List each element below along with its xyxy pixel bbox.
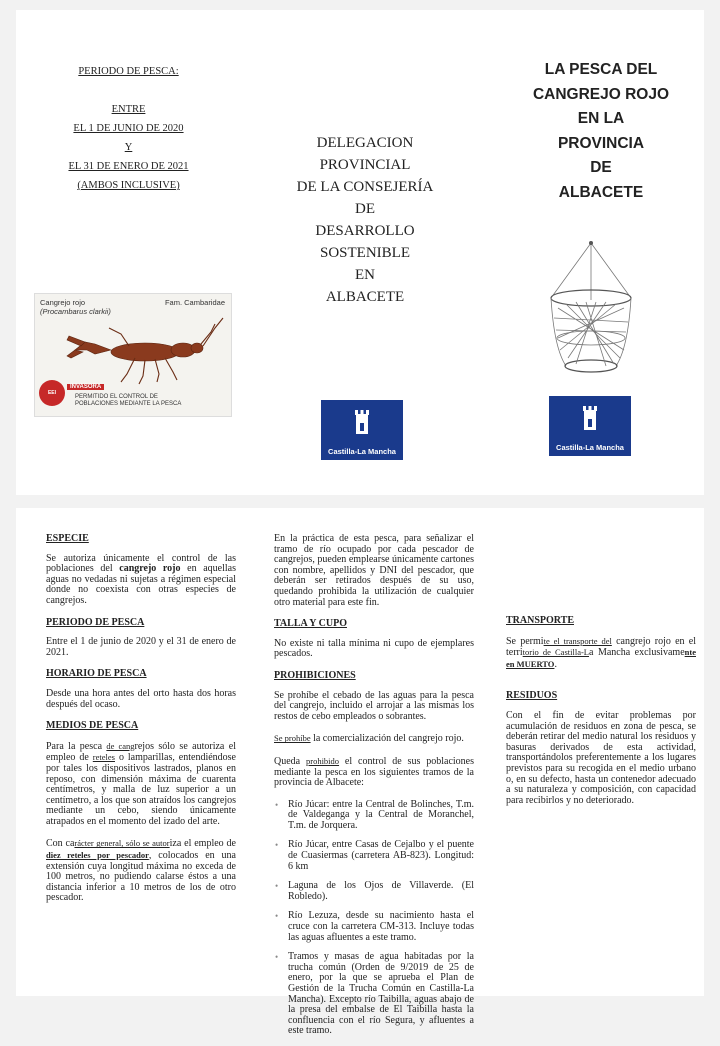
period-line-4: EL 31 DE ENERO DE 2021 — [68, 161, 189, 172]
crayfish-caption — [75, 394, 181, 408]
medios-heading: MEDIOS DE PESCA — [46, 720, 139, 732]
transporte-heading: TRANSPORTE — [506, 615, 574, 626]
title-line: EN LA — [577, 110, 625, 127]
especie-heading: ESPECIE — [46, 533, 89, 544]
medios-p1-overlay-2: reteles — [92, 752, 115, 763]
crayfish-family: Fam. Cambaridae — [164, 298, 225, 307]
info-column-3 — [506, 616, 696, 817]
list-item — [274, 881, 474, 902]
list-item — [274, 840, 474, 872]
delegation-line: PROVINCIAL — [319, 157, 411, 173]
list-item-text: Laguna de los Ojos de Villaverde. (El Robledo). — [288, 880, 474, 902]
cover-panel — [16, 10, 704, 495]
title-line: ALBACETE — [558, 183, 644, 201]
list-item-text: Río Lezuza, desde su nacimiento hasta el cruce con la carretera CM-313. Incluye todas las aguas afluentes a este tramo. — [288, 910, 474, 943]
title-line: DE — [590, 159, 612, 176]
info-panel — [16, 508, 704, 1037]
especie-highlight: cangrejo rojo — [119, 563, 181, 575]
list-item — [274, 911, 474, 943]
prohibiciones-p2-overlay: Se prohíbe — [274, 733, 311, 744]
crayfish-illustration — [65, 314, 225, 384]
crayfish-latin-name: (Procambarus clarkii) — [40, 307, 111, 316]
transporte-overlay-1: te el transporte del — [543, 635, 612, 646]
list-item — [274, 800, 474, 832]
prohibiciones-p2-text: la comercialización del cangrejo rojo. — [310, 733, 464, 745]
logo-label: Castilla-La Mancha — [328, 447, 396, 456]
periodo-text: Entre el 1 de junio de 2020 y el 31 de enero de 2021. — [46, 636, 236, 658]
residuos-text: Con el fin de evitar problemas por acumulación de residuos en zona de pesca, se deberán retirar del medio natural los residuos y basuras derivados de esta actividad, transportándolos preferentemente a los lugares previstos para su recogida en el medio urbano o, en su defecto, hasta un contenedor adecuado a su naturaleza y composición, con capacidad para recibirlos y no deteriorado. — [506, 709, 696, 806]
prohibited-stretches-list — [274, 800, 474, 1037]
crayfish-caption-line-2: POBLACIONES MEDIANTE LA PESCA — [75, 401, 182, 407]
medios-p2-overlay-2: diez reteles por pescador — [46, 850, 149, 861]
period-heading: PERIODO DE PESCA: — [78, 66, 179, 77]
transporte-c: a Mancha exclusivame — [589, 647, 685, 659]
period-line-3: Y — [124, 142, 133, 153]
especie-text-1: Se autoriza únicamente el control de las poblaciones del — [46, 552, 236, 575]
logo-label: Castilla-La Mancha — [556, 443, 624, 452]
info-column-2 — [274, 534, 474, 1046]
transporte-text — [506, 636, 696, 671]
especie-text-2: en aquellas aguas no vedadas ni sujetas a régimen especial donde no coexista con otras especies de cangrejos. — [46, 563, 237, 606]
bullet-icon: • — [275, 799, 279, 810]
transporte-a: Se permi — [506, 635, 544, 647]
delegation-line: DE LA CONSEJERÍA — [296, 179, 434, 195]
prohibiciones-paragraph-2 — [274, 733, 474, 745]
delegation-line: DE — [355, 201, 375, 217]
medios-p1-overlay-1: de cang — [106, 740, 135, 751]
transporte-overlay-2: torio de Castilla-L — [522, 647, 589, 658]
medios-p2-b: iza el empleo de — [169, 838, 236, 850]
bullet-icon: • — [275, 881, 279, 892]
medios-p2-overlay-1: rácter general, sólo se autor — [74, 838, 170, 849]
prohibiciones-heading: PROHIBICIONES — [274, 669, 356, 681]
crayfish-caption-line-1: PERMITIDO EL CONTROL DE — [75, 394, 158, 400]
castilla-la-mancha-logo — [549, 396, 631, 456]
prohibiciones-p3-a: Queda — [274, 755, 306, 767]
transporte-overlay-3: nte en MUERTO — [506, 647, 696, 669]
title-line: CANGREJO ROJO — [532, 85, 670, 103]
medios-p1-c: o lamparillas, entendiéndose por tales los dispositivos lastrados, planos en reposo, con dimensión máxima de cuarenta centímetros, y malla de luz superior a un centímetro, a los que son atraídos los cangrejos mediante un cebo, siendo únicamente atrapados en el momento del izado del arte. — [46, 752, 236, 827]
invasive-species-seal: EEI — [39, 380, 65, 406]
crayfish-trap-illustration — [536, 238, 646, 388]
prohibiciones-p3-b: el control de sus poblaciones mediante la pesca en los siguientes tramos de la provincia de Albacete: — [274, 755, 474, 789]
periodo-heading: PERIODO DE PESCA — [46, 616, 145, 628]
delegation-line: EN — [355, 267, 375, 283]
list-item-text: Tramos y masas de agua habitadas por la trucha común (Orden de 9/2019 de 25 de enero, por la que se aprueba el Plan de Gestión de la Trucha Común en Castilla-La Mancha). Excepto río Taibilla, aguas abajo de la presa del embalse de El Taibilla hasta la confluencia con el río Segura, y afluentes a este tramo. — [288, 951, 474, 1037]
delegation-line: DESARROLLO — [315, 223, 415, 239]
brochure-title — [516, 58, 686, 205]
bullet-icon: • — [275, 952, 279, 963]
medios-paragraph-3: En la práctica de esta pesca, para señalizar el tramo de río ocupado por cada pescador de cangrejos, pueden emplearse únicamente cartones con nombre, apellidos y DNI del pescador, que deberán ser retirados después de su uso, quedando prohibida la utilización de cualquier otro material para este fin. — [274, 533, 474, 608]
talla-text: No existe ni talla mínima ni cupo de ejemplares pescados. — [274, 637, 474, 660]
medios-p2-c: , colocados en una extensión cuya longitud máxima no exceda de 100 metros, no pudiendo calarse éstos a una distancia inferior a 10 metros de los de otro pescador. — [46, 850, 236, 904]
medios-p1-b: rejos sólo se autoriza el empleo de — [46, 740, 236, 764]
transporte-d: . — [554, 658, 557, 670]
title-line: LA PESCA DEL — [544, 61, 658, 78]
bullet-icon: • — [275, 911, 279, 922]
castilla-la-mancha-logo — [321, 400, 403, 460]
horario-text: Desde una hora antes del orto hasta dos horas después del ocaso. — [46, 687, 236, 710]
talla-heading: TALLA Y CUPO — [274, 618, 347, 630]
medios-paragraph-1 — [46, 741, 236, 828]
period-line-2: EL 1 DE JUNIO DE 2020 — [73, 123, 184, 134]
horario-heading: HORARIO DE PESCA — [46, 668, 147, 680]
list-item-text: Río Júcar, entre Casas de Cejalbo y el puente de Cuasiermas (carretera AB-823). Longitud: 6 km — [288, 839, 474, 872]
info-column-1 — [46, 534, 236, 915]
bullet-icon: • — [275, 840, 279, 851]
title-line: PROVINCIA — [557, 134, 645, 152]
crayfish-common-name: Cangrejo rojo — [40, 298, 86, 307]
list-item-text: Río Júcar: entre la Central de Bolinches, T.m. de Valdeganga y la Central de Moranchel, T.m. de Jorquera. — [288, 798, 474, 831]
prohibiciones-p3-overlay: prohibido — [305, 755, 340, 766]
residuos-heading: RESIDUOS — [506, 690, 558, 702]
castle-emblem-icon — [581, 404, 599, 432]
prohibiciones-paragraph-1: Se prohíbe el cebado de las aguas para la pesca del cangrejo, incluido el arrojar a las mismas los restos de cebo empleados o sobrantes. — [274, 689, 474, 722]
medios-p2-a: Con ca — [46, 838, 75, 850]
especie-text — [46, 554, 236, 607]
list-item — [274, 952, 474, 1037]
period-line-5: (AMBOS INCLUSIVE) — [77, 180, 180, 191]
period-block — [46, 62, 211, 195]
invasive-badge: INVASORA — [67, 384, 104, 390]
castle-emblem-icon — [353, 408, 371, 436]
delegation-line: SOSTENIBLE — [320, 245, 410, 261]
medios-paragraph-2 — [46, 838, 236, 904]
period-line-1: ENTRE — [111, 104, 146, 115]
delegation-line: DELEGACION — [316, 135, 414, 151]
delegation-line: ALBACETE — [325, 289, 405, 305]
transporte-b: cangrejo rojo en el terri — [506, 635, 697, 659]
crayfish-card — [34, 293, 232, 417]
delegation-block — [276, 132, 454, 308]
prohibiciones-paragraph-3 — [274, 756, 474, 789]
medios-p1-a: Para la pesca — [46, 740, 107, 752]
